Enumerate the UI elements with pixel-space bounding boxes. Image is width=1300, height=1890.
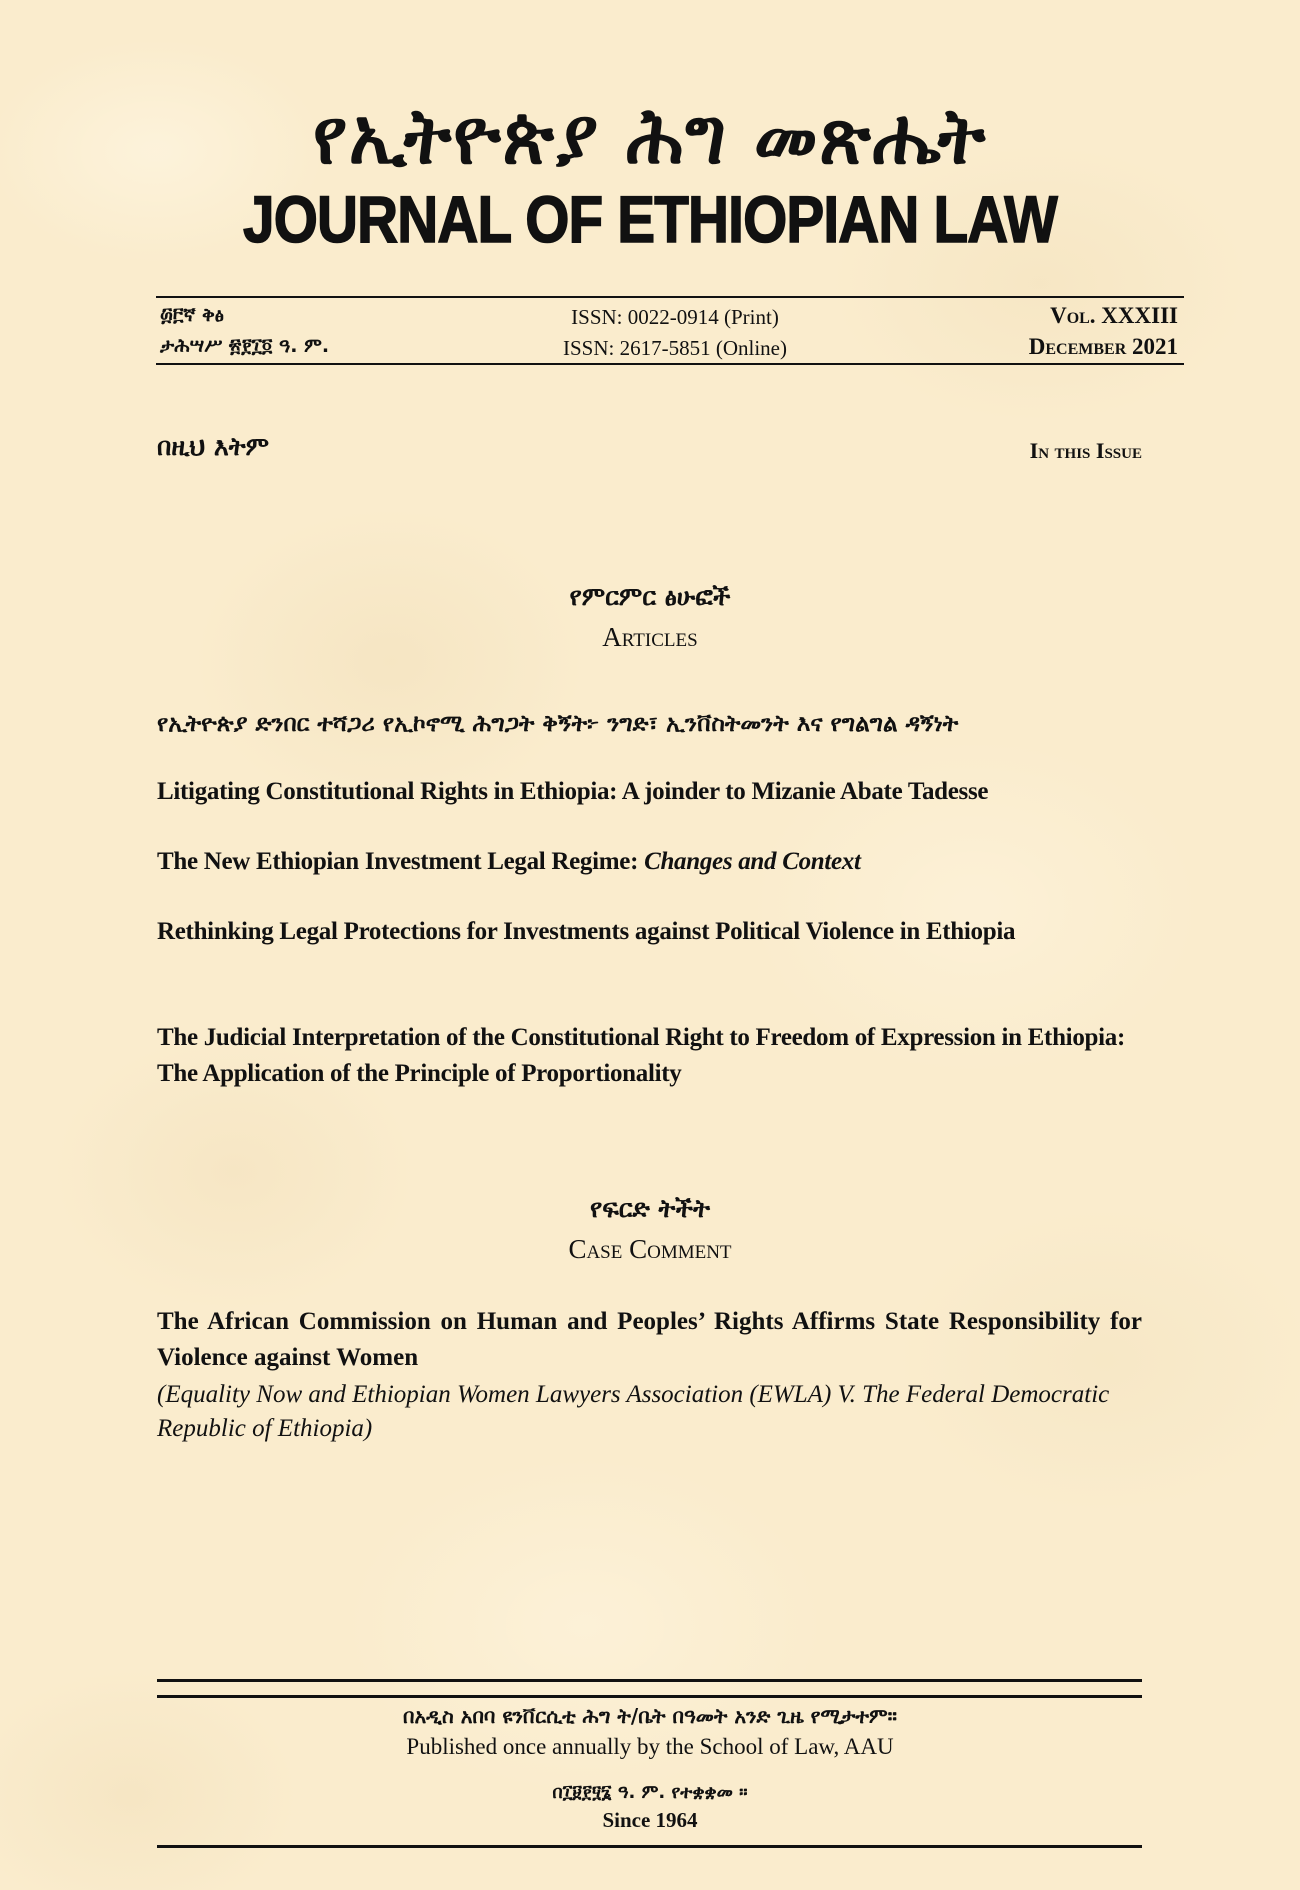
issn-block (500, 302, 850, 364)
article-item-3 (157, 844, 1142, 880)
articles-heading-english: Articles (602, 622, 698, 652)
meta-amharic (160, 300, 460, 362)
case-comment-subtitle: (Equality Now and Ethiopian Women Lawyers Association (EWLA) V. The Federal Democratic Republic of Ethiopia) (157, 1381, 1110, 1442)
footer-rule-second (157, 1695, 1142, 1698)
meta-english (880, 300, 1178, 362)
case-comment-heading-amharic: የፍርድ ትችት (590, 1194, 710, 1223)
volume-amharic: ፴፫ኛ ቅፅ (160, 304, 224, 326)
article-item-4: Rethinking Legal Protections for Investments against Political Violence in Ethiopia (157, 918, 1016, 945)
footer-rule-bottom (157, 1845, 1142, 1848)
articles-heading-amharic: የምርምር ፅሁፎች (569, 582, 731, 611)
case-comment-heading-english: Case Comment (568, 1234, 732, 1264)
journal-title-amharic: የኢትዮጵያ ሕግ መጽሔት (312, 92, 988, 182)
since-amharic: በ፲፱፻፶፮ ዓ. ም. የተቋቋመ ። (552, 1782, 748, 1803)
volume-english: Vol. XXXIII (1050, 303, 1178, 328)
issn-online: ISSN: 2617-5851 (Online) (563, 336, 787, 360)
case-comment-title: The African Commission on Human and Peoples’ Rights Affirms State Responsibility for Violence against Women (157, 1308, 1142, 1371)
footer-rule-top (157, 1679, 1142, 1682)
date-amharic: ታሕሣሥ ፳፻፲፬ ዓ. ም. (160, 335, 330, 357)
article-item-3-title-italic: Changes and Context (644, 848, 861, 875)
published-english: Published once annually by the School of Law, AAU (406, 1734, 894, 1759)
header-rule-bottom (156, 363, 1184, 365)
in-this-issue-amharic: በዚህ እትም (157, 432, 269, 461)
journal-title-english: JOURNAL OF ETHIOPIAN LAW (243, 182, 1057, 256)
date-english: December 2021 (1028, 334, 1178, 359)
header-rule-top (156, 296, 1184, 298)
since-english: Since 1964 (602, 1808, 698, 1832)
published-amharic: በአዲስ አበባ ዩንቨርሲቲ ሕግ ት/ቤት በዓመት አንድ ጊዜ የሚታተም። (403, 1704, 897, 1728)
article-item-5: The Judicial Interpretation of the Constitutional Right to Freedom of Expression in Ethiopia: The Application of the Principle of Proportionality (157, 1024, 1125, 1087)
issn-print: ISSN: 0022-0914 (Print) (571, 305, 779, 329)
in-this-issue-english: In this Issue (1029, 438, 1142, 463)
article-item-1: የኢትዮጵያ ድንበር ተሻጋሪ የኢኮኖሚ ሕግጋት ቅኝት፦ ንግድ፣ ኢንቨስትመንት እና የግልግል ዳኝነት (157, 711, 959, 737)
article-item-3-title: The New Ethiopian Investment Legal Regime: (157, 848, 645, 875)
article-item-2: Litigating Constitutional Rights in Ethiopia: A joinder to Mizanie Abate Tadesse (157, 778, 989, 805)
